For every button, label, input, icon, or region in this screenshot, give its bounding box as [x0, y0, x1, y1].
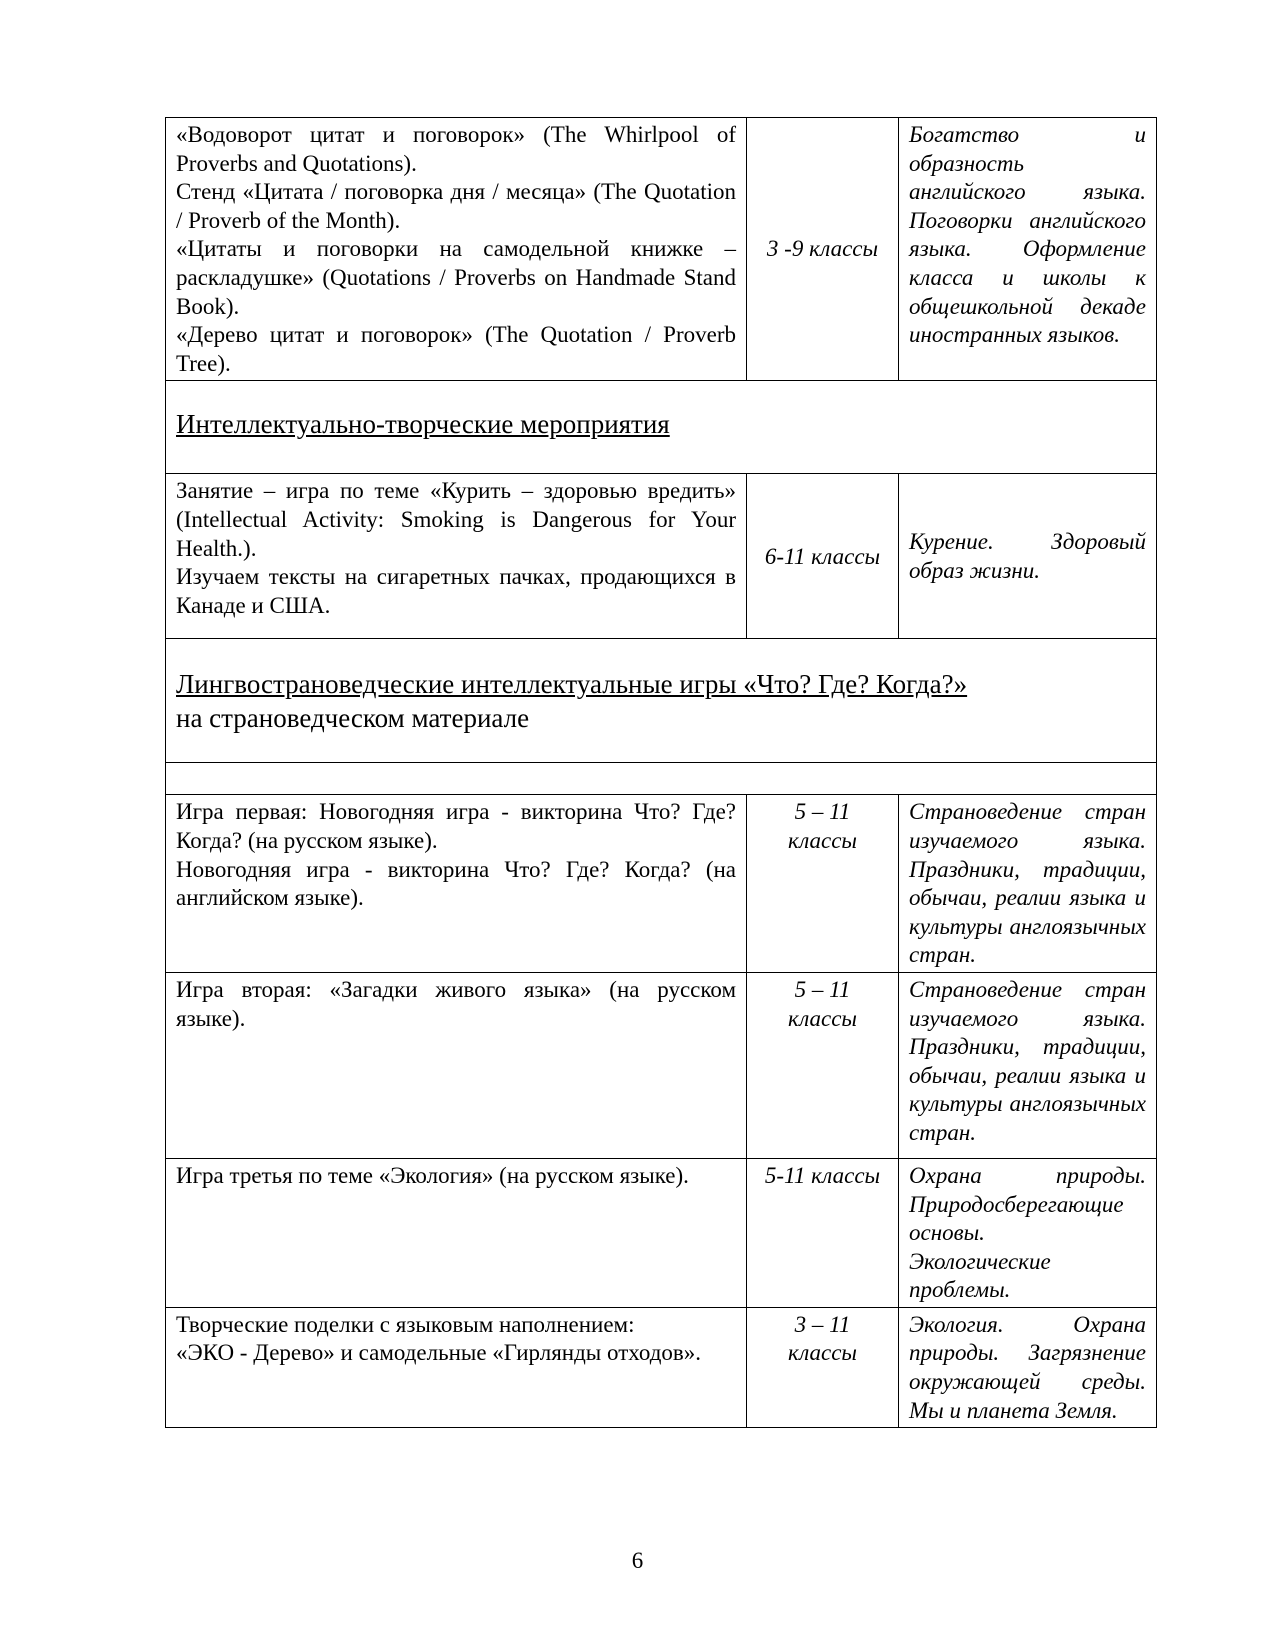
- table-row: [166, 795, 1157, 973]
- section-row: [166, 381, 1157, 474]
- event-line: «ЭКО - Дерево» и самодельные «Гирлянды отходов».: [176, 1340, 702, 1366]
- empty-row: [166, 763, 1157, 795]
- topic-text: Экологические проблемы.: [909, 1248, 1051, 1303]
- event-line: «Цитаты и поговорки на самодельной книжке – раскладушке» (Quotations / Proverbs on Handmade Stand Book).: [176, 236, 736, 319]
- events-table: [165, 117, 1157, 1428]
- topic-cell: [899, 972, 1157, 1158]
- topic-cell: [899, 474, 1157, 639]
- topic-cell: [899, 795, 1157, 973]
- grade-text: 5 – 11 классы: [787, 976, 858, 1031]
- section-cell: [166, 381, 1157, 474]
- event-line: Новогодняя игра - викторина Что? Где? Когда? (на английском языке).: [176, 856, 736, 911]
- topic-text: Страноведение стран изучаемого языка. Праздники, традиции, обычаи, реалии языка и культуры англоязычных стран.: [909, 976, 1146, 1145]
- topic-text: Курение. Здоровый образ жизни.: [909, 529, 1146, 583]
- topic-cell: [899, 118, 1157, 381]
- topic-text: Охрана природы. Природосберегающие основы.: [909, 1162, 1146, 1246]
- table-row: [166, 474, 1157, 639]
- grade-cell: [747, 972, 899, 1158]
- topic-text: Экология. Охрана природы. Загрязнение окружающей среды. Мы и планета Земля.: [909, 1311, 1146, 1423]
- event-description-cell: [166, 795, 747, 973]
- event-description-cell: [166, 1307, 747, 1427]
- grade-cell: [747, 795, 899, 973]
- event-line: «Водоворот цитат и поговорок» (The Whirlpool of Proverbs and Quotations).: [176, 122, 736, 176]
- section-cell: [166, 639, 1157, 763]
- grade-cell: 3 -9 классы: [747, 118, 899, 381]
- event-description-cell: [166, 972, 747, 1158]
- grade-text: 5 – 11 классы: [787, 799, 858, 853]
- topic-text: Страноведение стран изучаемого языка. Праздники, традиции, обычаи, реалии языка и культуры англоязычных стран.: [909, 799, 1146, 968]
- event-line: Творческие поделки с языковым наполнением:: [176, 1311, 635, 1337]
- topic-cell: [899, 1158, 1157, 1307]
- table-row: [166, 118, 1157, 381]
- event-line: Игра вторая: «Загадки живого языка» (на русском языке).: [176, 976, 736, 1031]
- event-description-cell: [166, 118, 747, 381]
- topic-cell: [899, 1307, 1157, 1427]
- topic-text: Богатство и образность английского языка. Поговорки английского языка. Оформление класса и школы к общешкольной декаде иностранных языков.: [909, 122, 1146, 348]
- table-row: [166, 1307, 1157, 1427]
- table-row: [166, 972, 1157, 1158]
- event-description-cell: [166, 1158, 747, 1307]
- event-description-cell: [166, 474, 747, 639]
- grade-cell: [747, 1307, 899, 1427]
- event-line: Игра третья по теме «Экология» (на русском языке).: [176, 1162, 689, 1188]
- section-title: Лингвострановедческие интеллектуальные игры «Что? Где? Когда?»: [176, 669, 968, 700]
- event-line: «Дерево цитат и поговорок» (The Quotation / Proverb Tree).: [176, 322, 736, 376]
- grade-text: 3 – 11 классы: [787, 1311, 858, 1366]
- event-line: Игра первая: Новогодняя игра - викторина Что? Где? Когда? (на русском языке).: [176, 799, 736, 853]
- event-line: Изучаем тексты на сигаретных пачках, продающихся в Канаде и США.: [176, 564, 736, 618]
- section-subtitle: на страноведческом материале: [176, 703, 530, 734]
- event-line: Занятие – игра по теме «Курить – здоровью вредить» (Intellectual Activity: Smoking is Dangerous for Your Health.).: [176, 478, 736, 561]
- event-line: Стенд «Цитата / поговорка дня / месяца» (The Quotation / Proverb of the Month).: [176, 179, 736, 233]
- page-number: 6: [631, 1548, 644, 1573]
- table-row: [166, 1158, 1157, 1307]
- section-title: Интеллектуально-творческие мероприятия: [176, 408, 670, 439]
- grade-cell: 6-11 классы: [747, 474, 899, 639]
- grade-cell: 5-11 классы: [747, 1158, 899, 1307]
- empty-cell: [166, 763, 1157, 795]
- section-row: [166, 639, 1157, 763]
